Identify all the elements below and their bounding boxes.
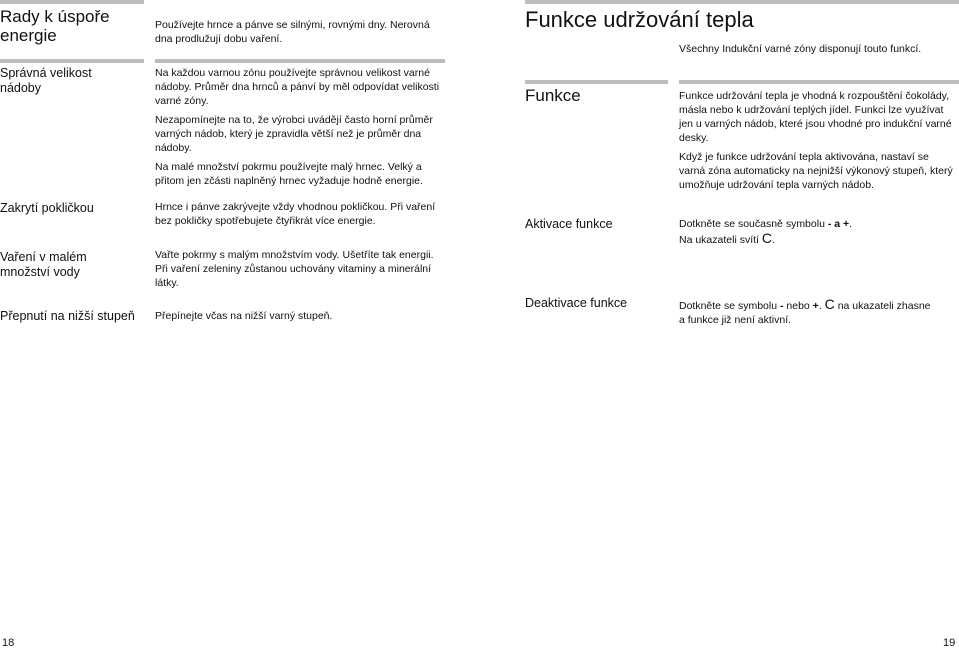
paragraph: Hrnce i pánve zakrývejte vždy vhodnou pokličkou. Při vaření bez pokličky spotřebujete čtyřikrát více energie.: [155, 201, 436, 227]
text: .: [849, 218, 853, 230]
page-number-left: 18: [2, 637, 15, 649]
paragraph: Když je funkce udržování tepla aktivována, nastaví se varná zóna automaticky na nejnižší výkonový stupeň, který umožňuje udržování tepla varných nádob.: [679, 151, 953, 191]
display-symbol-c: C: [824, 296, 835, 312]
section-label-lower-level: Přepnutí na nižší stupeň: [0, 309, 135, 323]
section-rule-left-text: [155, 59, 445, 63]
section-body-little-water: [155, 248, 435, 295]
deactivation-line-2: a funkce již není aktivní.: [679, 314, 792, 326]
section-label-vessel-size: Správná velikost nádoby: [0, 66, 92, 95]
title-rule-left: [0, 0, 144, 4]
title-rule-right: [525, 0, 959, 4]
section-rule-right-text: [679, 80, 959, 84]
text: .: [818, 300, 825, 312]
text: Dotkněte se symbolu: [679, 300, 780, 312]
section-rule-right: [525, 80, 668, 84]
intro-text: Používejte hrnce a pánve se silnými, rovnými dny. Nerovná dna prodlužují dobu vaření.: [155, 19, 430, 45]
deactivation-label: Deaktivace funkce: [525, 296, 628, 310]
section-body-vessel-size: [155, 66, 440, 193]
paragraph: Nezapomínejte na to, že výrobci uvádějí často horní průměr varných nádob, který je zpravidla větší než je průměr dna nádoby.: [155, 114, 433, 154]
page-title-right: Funkce udržování tepla: [525, 7, 754, 32]
symbol-plus: +: [812, 300, 819, 312]
section-body-lid: [155, 200, 440, 233]
section-label-lid: Zakrytí pokličkou: [0, 201, 94, 215]
section-label-little-water: Vaření v malém množství vody: [0, 250, 87, 279]
symbol-minus: -: [779, 300, 784, 312]
text: Dotkněte se současně symbolu: [679, 218, 828, 230]
deactivation-body: [679, 297, 959, 327]
paragraph: Funkce udržování tepla je vhodná k rozpouštění čokolády, másla nebo k udržování teplých jídel. Funkci lze využívat jen u varných nádob, které jsou vhodné pro indukční varné desky.: [679, 90, 952, 144]
function-heading: Funkce: [525, 86, 581, 105]
text: na ukazateli zhasne: [834, 300, 931, 312]
paragraph: Přepínejte včas na nižší varný stupeň.: [155, 310, 333, 322]
page-title-left: Rady k úspoře energie: [0, 7, 110, 45]
activation-line-2: [679, 231, 954, 247]
text: Na ukazateli svítí: [679, 234, 762, 246]
text: nebo: [783, 300, 813, 312]
paragraph: Vařte pokrmy s malým množstvím vody. Ušetříte tak energii. Při vaření zeleniny zůstanou uchovány vitaminy a minerální látky.: [155, 249, 434, 289]
paragraph: Na malé množství pokrmu používejte malý hrnec. Velký a přitom jen zčásti naplněný hrnec vyžaduje hodně energie.: [155, 161, 423, 187]
paragraph: Na každou varnou zónu používejte správnou velikost varné nádoby. Průměr dna hrnců a pánví by měl odpovídat velikosti varné zóny.: [155, 67, 440, 107]
page-number-right: 19: [943, 637, 956, 649]
activation-line-1: [679, 217, 954, 231]
activation-label: Aktivace funkce: [525, 217, 613, 231]
section-body-lower-level: [155, 309, 440, 328]
display-symbol-c: C: [761, 230, 772, 246]
subtitle-right: Všechny Indukční varné zóny disponují touto funkcí.: [679, 43, 922, 55]
symbol-minus-plus: - a +: [827, 218, 850, 230]
text: .: [772, 234, 775, 246]
section-rule-left: [0, 59, 144, 63]
activation-body: [679, 217, 954, 247]
deactivation-line-1: [679, 297, 959, 313]
function-body: [679, 89, 954, 197]
